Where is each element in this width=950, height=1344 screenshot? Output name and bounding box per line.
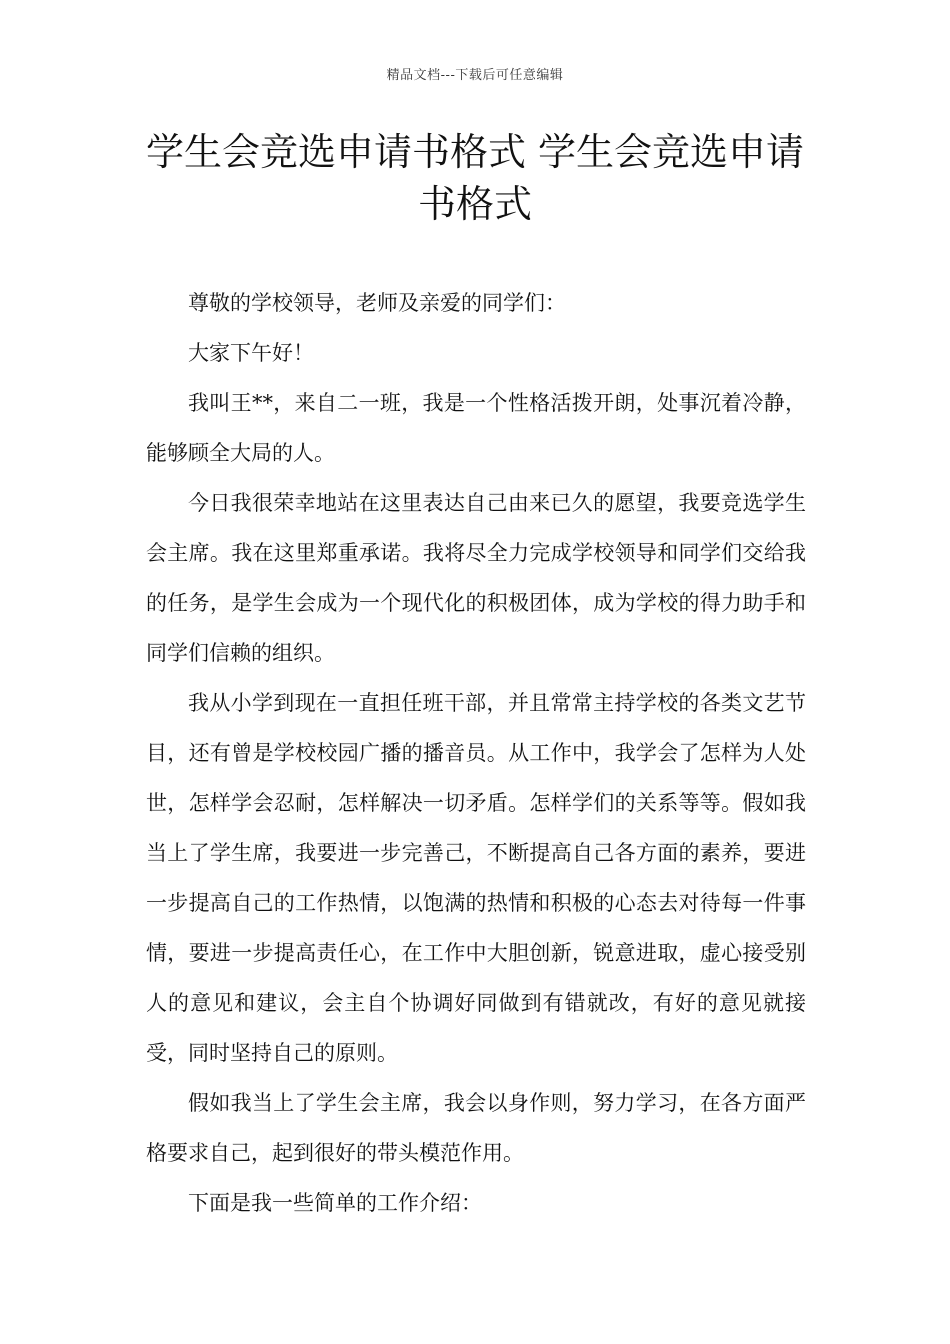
paragraph-experience: 我从小学到现在一直担任班干部，并且常常主持学校的各类文艺节目，还有曾是学校校园广播的播音员。从工作中，我学会了怎样为人处世，怎样学会忍耐，怎样解决一切矛盾。怎样学们的关系等等。假如我当上了学生席，我要进一步完善己，不断提高自己各方面的素养，要进一步提高自己的工作热情，以饱满的热情和积极的心态去对待每一件事情，要进一步提高责任心，在工作中大胆创新，锐意进取，虚心接受别人的意见和建议，会主自个协调好同做到有错就改，有好的意见就接受，同时坚持自己的原则。 xyxy=(146,691,806,1065)
document-body xyxy=(146,278,806,1228)
paragraph-work-intro: 下面是我一些简单的工作介绍： xyxy=(188,1191,482,1215)
paragraph-greeting: 大家下午好！ xyxy=(188,341,314,365)
paragraph-introduction: 我叫王**，来自二一班，我是一个性格活拨开朗，处事沉着冷静，能够顾全大局的人。 xyxy=(146,391,806,465)
paragraph-salutation: 尊敬的学校领导，老师及亲爱的同学们： xyxy=(188,291,566,315)
paragraph-aspiration: 今日我很荣幸地站在这里表达自己由来已久的愿望，我要竞选学生会主席。我在这里郑重承诺。我将尽全力完成学校领导和同学们交给我的任务，是学生会成为一个现代化的积极团体，成为学校的得力助手和同学们信赖的组织。 xyxy=(146,491,806,665)
header-note: 精品文档---下载后可任意编辑 xyxy=(386,68,564,83)
paragraph-commitment: 假如我当上了学生会主席，我会以身作则，努力学习，在各方面严格要求自己，起到很好的带头模范作用。 xyxy=(146,1091,806,1165)
document-title: 学生会竞选申请书格式 学生会竞选申请书格式 xyxy=(145,130,805,226)
